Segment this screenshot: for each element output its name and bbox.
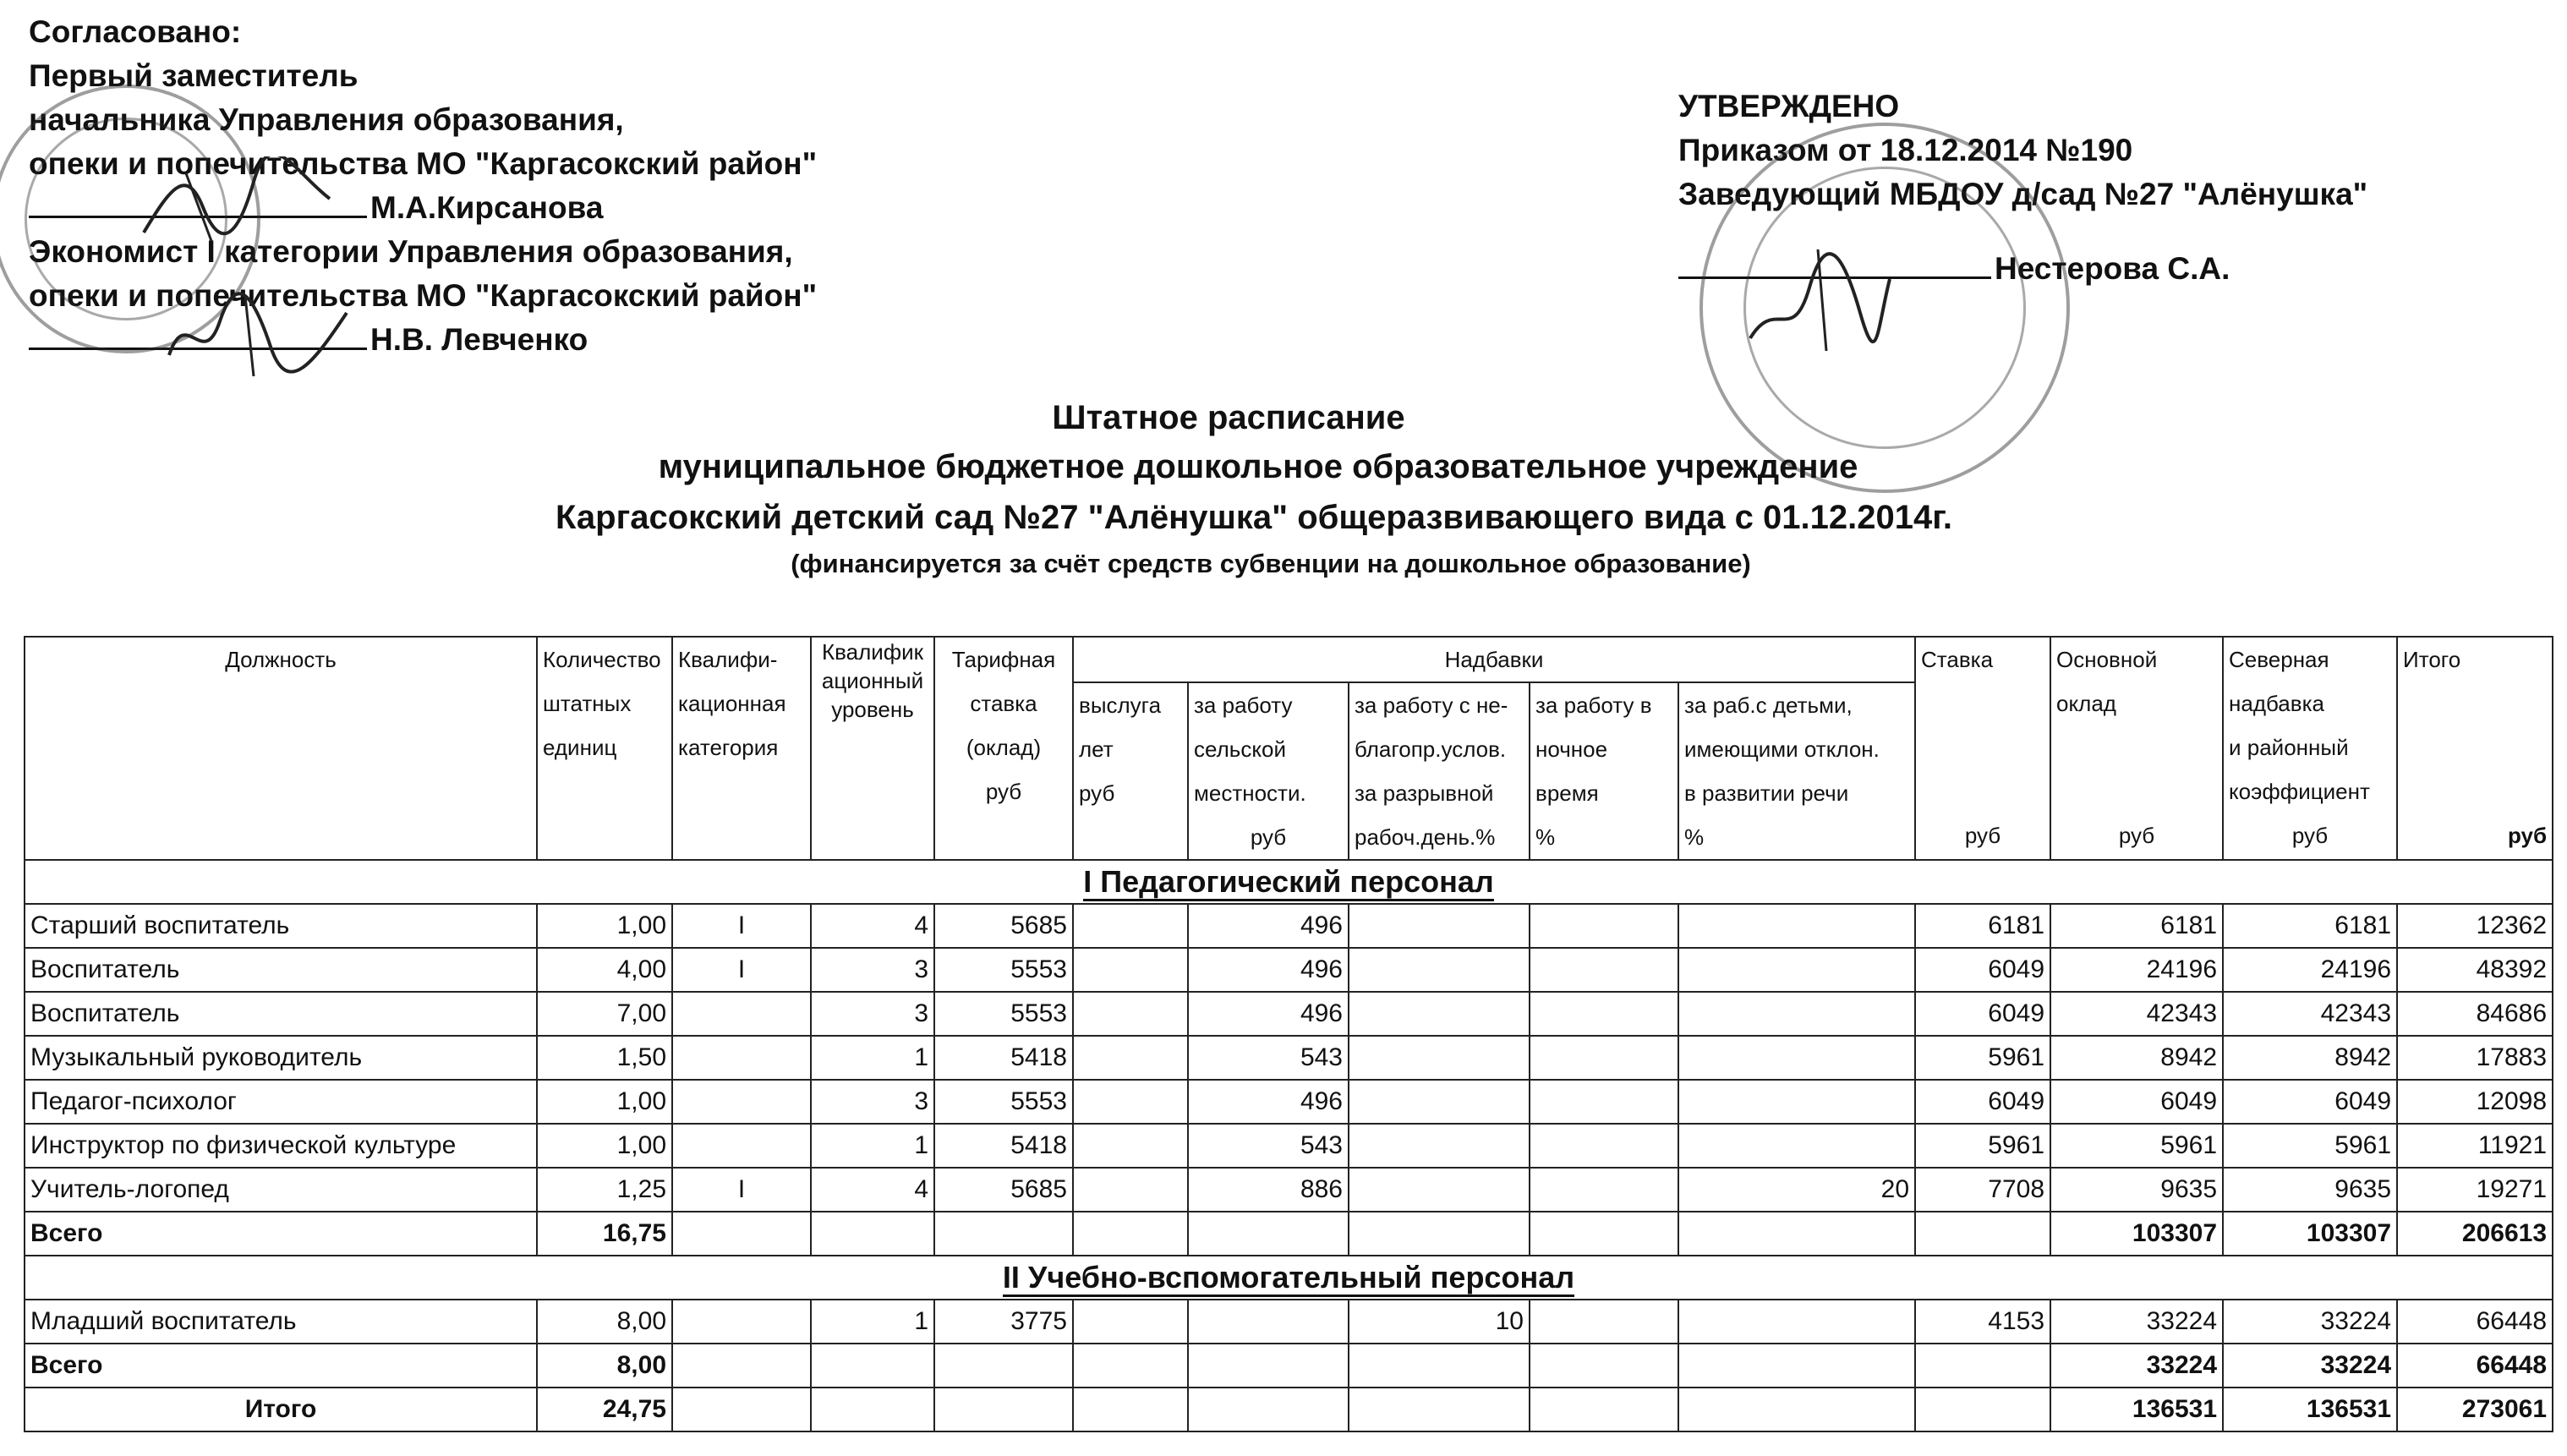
cell-count: 7,00 xyxy=(537,992,672,1036)
signer2-name: Н.В. Левченко xyxy=(370,322,588,357)
cell-total: 84686 xyxy=(2397,992,2553,1036)
header-unfavorable: за работу с не- благопр.услов. за разрывной рабоч.день.% xyxy=(1349,682,1530,860)
approval-left-line: Первый заместитель xyxy=(29,58,359,93)
cell-base: 42343 xyxy=(2050,992,2223,1036)
cell-tariff: 5418 xyxy=(934,1124,1073,1168)
header-children: за раб.с детьми, имеющими отклон. в развитии речи % xyxy=(1678,682,1915,860)
cell-unfavorable xyxy=(1349,1124,1530,1168)
header-level: Квалифик ационный уровень xyxy=(811,637,934,860)
cell-base: 5961 xyxy=(2050,1124,2223,1168)
table-row xyxy=(25,1080,2553,1124)
cell-children xyxy=(1678,992,1915,1036)
cell-count: 1,50 xyxy=(537,1036,672,1080)
cell-night xyxy=(1530,1300,1678,1344)
section-header-row xyxy=(25,860,2553,904)
cell-total: 206613 xyxy=(2397,1212,2553,1256)
cell-total: 66448 xyxy=(2397,1300,2553,1344)
cell-children xyxy=(1678,904,1915,948)
cell-level: 1 xyxy=(811,1036,934,1080)
cell-rate: 6049 xyxy=(1915,992,2050,1036)
cell-northern: 136531 xyxy=(2223,1388,2397,1431)
organization-type: муниципальное бюджетное дошкольное образовательное учреждение xyxy=(658,448,1858,485)
signature-nesterova-icon xyxy=(1742,245,1894,355)
table-row xyxy=(25,904,2553,948)
cell-northern: 33224 xyxy=(2223,1344,2397,1388)
cell-night xyxy=(1530,1124,1678,1168)
cell-seniority xyxy=(1073,992,1188,1036)
cell-category: I xyxy=(672,904,811,948)
cell-position: Всего xyxy=(25,1344,537,1388)
cell-children xyxy=(1678,1036,1915,1080)
subtotal-row xyxy=(25,1344,2553,1388)
cell-rate: 4153 xyxy=(1915,1300,2050,1344)
cell-seniority xyxy=(1073,904,1188,948)
approval-left-line: опеки и попечительства МО "Каргасокский район" xyxy=(29,278,818,313)
section-title: I Педагогический персонал xyxy=(25,860,2553,904)
document-title-block xyxy=(0,394,2567,585)
cell-unfavorable xyxy=(1349,992,1530,1036)
cell-base: 24196 xyxy=(2050,948,2223,992)
signature-kirsanova-icon xyxy=(135,156,338,249)
header-base: Основной оклад руб xyxy=(2050,637,2223,860)
cell-position: Старший воспитатель xyxy=(25,904,537,948)
cell-base: 6181 xyxy=(2050,904,2223,948)
cell-base: 103307 xyxy=(2050,1212,2223,1256)
signer1-name: М.А.Кирсанова xyxy=(370,190,604,225)
cell-position: Итого xyxy=(25,1388,537,1431)
cell-night xyxy=(1530,1168,1678,1212)
cell-count: 8,00 xyxy=(537,1344,672,1388)
cell-rate: 6181 xyxy=(1915,904,2050,948)
cell-rural xyxy=(1188,1300,1349,1344)
cell-position: Воспитатель xyxy=(25,992,537,1036)
cell-count: 1,00 xyxy=(537,904,672,948)
cell-level: 4 xyxy=(811,1168,934,1212)
cell-position: Учитель-логопед xyxy=(25,1168,537,1212)
cell-base: 136531 xyxy=(2050,1388,2223,1431)
header-category: Квалифи- кационная категория xyxy=(672,637,811,860)
cell-position: Воспитатель xyxy=(25,948,537,992)
cell-tariff: 3775 xyxy=(934,1300,1073,1344)
cell-unfavorable xyxy=(1349,1168,1530,1212)
header-night: за работу в ночное время % xyxy=(1530,682,1678,860)
cell-rural: 496 xyxy=(1188,1080,1349,1124)
cell-total: 12098 xyxy=(2397,1080,2553,1124)
header-rate: Ставка руб xyxy=(1915,637,2050,860)
cell-unfavorable xyxy=(1349,948,1530,992)
table-row xyxy=(25,1168,2553,1212)
cell-children xyxy=(1678,1300,1915,1344)
cell-night xyxy=(1530,1036,1678,1080)
table-row xyxy=(25,1036,2553,1080)
cell-tariff: 5553 xyxy=(934,948,1073,992)
approval-left-line: начальника Управления образования, xyxy=(29,102,624,137)
cell-category xyxy=(672,1300,811,1344)
cell-base: 33224 xyxy=(2050,1300,2223,1344)
cell-unfavorable xyxy=(1349,904,1530,948)
cell-rural: 543 xyxy=(1188,1036,1349,1080)
cell-position: Инструктор по физической культуре xyxy=(25,1124,537,1168)
cell-total: 11921 xyxy=(2397,1124,2553,1168)
cell-rural: 496 xyxy=(1188,904,1349,948)
cell-tariff: 5685 xyxy=(934,904,1073,948)
cell-level: 3 xyxy=(811,948,934,992)
cell-position: Музыкальный руководитель xyxy=(25,1036,537,1080)
cell-tariff: 5418 xyxy=(934,1036,1073,1080)
cell-night xyxy=(1530,948,1678,992)
cell-total: 12362 xyxy=(2397,904,2553,948)
header-northern: Северная надбавка и районный коэффициент руб xyxy=(2223,637,2397,860)
cell-level: 4 xyxy=(811,904,934,948)
cell-northern: 6181 xyxy=(2223,904,2397,948)
cell-seniority xyxy=(1073,1080,1188,1124)
cell-tariff: 5553 xyxy=(934,992,1073,1036)
grand-total-row xyxy=(25,1388,2553,1431)
section-title: II Учебно-вспомогательный персонал xyxy=(25,1256,2553,1300)
cell-northern: 8942 xyxy=(2223,1036,2397,1080)
signer-right-name: Нестерова С.А. xyxy=(1995,251,2230,286)
cell-total: 48392 xyxy=(2397,948,2553,992)
cell-seniority xyxy=(1073,1300,1188,1344)
header-count: Количество штатных единиц xyxy=(537,637,672,860)
cell-tariff: 5553 xyxy=(934,1080,1073,1124)
cell-night xyxy=(1530,1080,1678,1124)
cell-rural: 496 xyxy=(1188,948,1349,992)
cell-level: 1 xyxy=(811,1124,934,1168)
table-row xyxy=(25,992,2553,1036)
cell-total: 19271 xyxy=(2397,1168,2553,1212)
cell-level: 3 xyxy=(811,992,934,1036)
cell-count: 8,00 xyxy=(537,1300,672,1344)
cell-position: Педагог-психолог xyxy=(25,1080,537,1124)
cell-level: 3 xyxy=(811,1080,934,1124)
cell-rate: 5961 xyxy=(1915,1124,2050,1168)
cell-seniority xyxy=(1073,1124,1188,1168)
approval-left-line: Экономист I категории Управления образования, xyxy=(29,234,793,269)
table-row xyxy=(25,1300,2553,1344)
document-title: Штатное расписание xyxy=(1052,399,1405,436)
cell-rate: 6049 xyxy=(1915,1080,2050,1124)
header-total: Итого руб xyxy=(2397,637,2553,860)
cell-position: Младший воспитатель xyxy=(25,1300,537,1344)
cell-level: 1 xyxy=(811,1300,934,1344)
cell-children xyxy=(1678,948,1915,992)
cell-base: 9635 xyxy=(2050,1168,2223,1212)
cell-seniority xyxy=(1073,1168,1188,1212)
section-header-row xyxy=(25,1256,2553,1300)
cell-unfavorable xyxy=(1349,1036,1530,1080)
cell-unfavorable: 10 xyxy=(1349,1300,1530,1344)
cell-northern: 9635 xyxy=(2223,1168,2397,1212)
cell-tariff: 5685 xyxy=(934,1168,1073,1212)
cell-northern: 103307 xyxy=(2223,1212,2397,1256)
cell-children xyxy=(1678,1080,1915,1124)
cell-category xyxy=(672,1036,811,1080)
table-row xyxy=(25,1124,2553,1168)
cell-children xyxy=(1678,1124,1915,1168)
cell-category xyxy=(672,1124,811,1168)
cell-category xyxy=(672,992,811,1036)
cell-base: 33224 xyxy=(2050,1344,2223,1388)
table-row xyxy=(25,948,2553,992)
cell-total: 273061 xyxy=(2397,1388,2553,1431)
subtotal-row xyxy=(25,1212,2553,1256)
cell-northern: 5961 xyxy=(2223,1124,2397,1168)
header-rural: за работу сельской местности. руб xyxy=(1188,682,1349,860)
approval-left-line: опеки и попечительства МО "Каргасокский район" xyxy=(29,146,818,181)
header-tariff: Тарифная ставка (оклад) руб xyxy=(934,637,1073,860)
cell-total: 66448 xyxy=(2397,1344,2553,1388)
approval-left-line: Согласовано: xyxy=(29,14,242,49)
cell-rural: 496 xyxy=(1188,992,1349,1036)
cell-northern: 24196 xyxy=(2223,948,2397,992)
cell-unfavorable xyxy=(1349,1080,1530,1124)
signature-levchenko-icon xyxy=(161,287,355,380)
cell-category: I xyxy=(672,1168,811,1212)
header-allowances: Надбавки xyxy=(1073,637,1915,682)
organization-name: Каргасокский детский сад №27 "Алёнушка" общеразвивающего вида с 01.12.2014г. xyxy=(556,499,1952,536)
cell-northern: 6049 xyxy=(2223,1080,2397,1124)
cell-base: 8942 xyxy=(2050,1036,2223,1080)
cell-count: 4,00 xyxy=(537,948,672,992)
cell-rate: 6049 xyxy=(1915,948,2050,992)
cell-rate: 7708 xyxy=(1915,1168,2050,1212)
cell-rural: 543 xyxy=(1188,1124,1349,1168)
staff-table xyxy=(24,636,2553,1432)
cell-base: 6049 xyxy=(2050,1080,2223,1124)
cell-count: 16,75 xyxy=(537,1212,672,1256)
cell-position: Всего xyxy=(25,1212,537,1256)
cell-night xyxy=(1530,904,1678,948)
cell-seniority xyxy=(1073,1036,1188,1080)
cell-count: 24,75 xyxy=(537,1388,672,1431)
header-position: Должность xyxy=(25,637,537,860)
cell-northern: 33224 xyxy=(2223,1300,2397,1344)
order-line: Приказом от 18.12.2014 №190 xyxy=(1678,133,2133,167)
cell-total: 17883 xyxy=(2397,1036,2553,1080)
cell-category: I xyxy=(672,948,811,992)
cell-count: 1,25 xyxy=(537,1168,672,1212)
cell-rate: 5961 xyxy=(1915,1036,2050,1080)
approved-label: УТВЕРЖДЕНО xyxy=(1678,89,1900,123)
cell-rural: 886 xyxy=(1188,1168,1349,1212)
funding-note: (финансируется за счёт средств субвенции на дошкольное образование) xyxy=(791,549,1751,578)
cell-count: 1,00 xyxy=(537,1080,672,1124)
cell-seniority xyxy=(1073,948,1188,992)
cell-count: 1,00 xyxy=(537,1124,672,1168)
cell-category xyxy=(672,1080,811,1124)
cell-night xyxy=(1530,992,1678,1036)
cell-northern: 42343 xyxy=(2223,992,2397,1036)
head-line: Заведующий МБДОУ д/сад №27 "Алёнушка" xyxy=(1678,177,2368,211)
cell-children: 20 xyxy=(1678,1168,1915,1212)
header-seniority: выслуга лет руб xyxy=(1073,682,1188,860)
